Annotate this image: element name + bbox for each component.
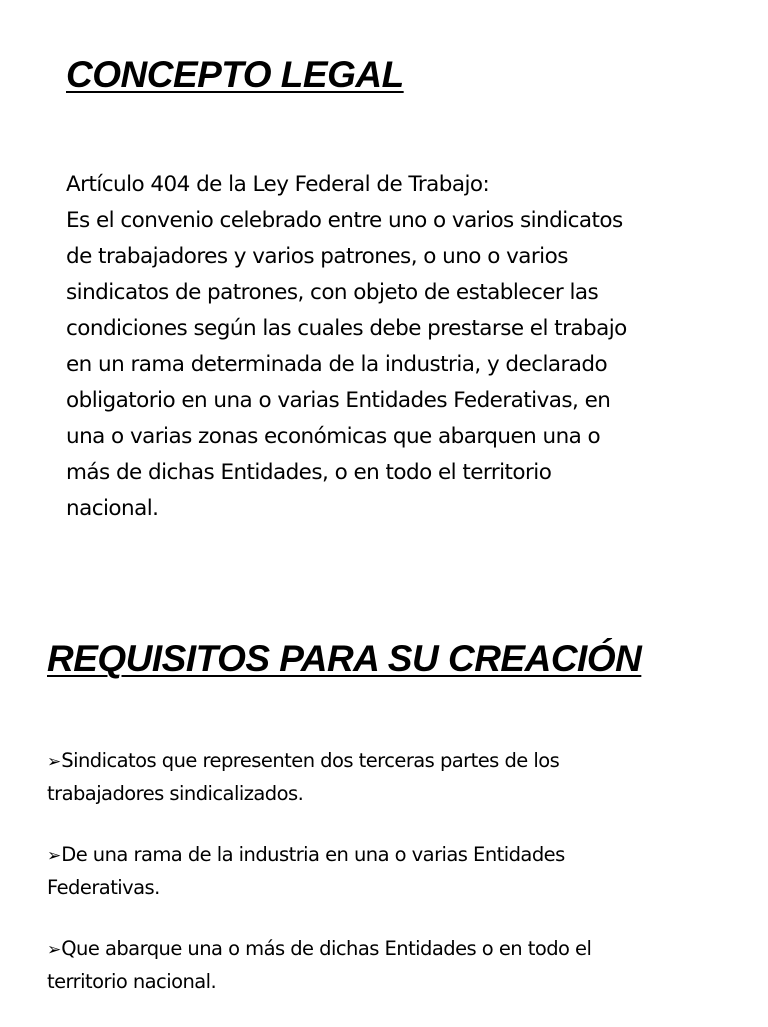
concepto-legal-heading: CONCEPTO LEGAL <box>66 54 404 95</box>
arrow-bullet-icon: ➢ <box>47 940 62 960</box>
list-item <box>47 745 747 809</box>
list-item-text: De una rama de la industria en una o varias Entidades <box>61 843 565 866</box>
list-item-text: Sindicatos que representen dos terceras partes de los <box>61 749 560 772</box>
list-item-text: Que abarque una o más de dichas Entidades o en todo el <box>61 937 592 960</box>
list-item-text: trabajadores sindicalizados. <box>47 782 304 805</box>
list-item <box>47 933 747 997</box>
article-line: en un rama determinada de la industria, y declarado <box>66 352 608 377</box>
article-line: nacional. <box>66 496 159 521</box>
article-line: sindicatos de patrones, con objeto de establecer las <box>66 280 599 305</box>
requirements-list <box>47 745 747 1027</box>
article-line: condiciones según las cuales debe prestarse el trabajo <box>66 316 627 341</box>
article-line: más de dichas Entidades, o en todo el territorio <box>66 460 552 485</box>
article-404-text <box>66 167 746 527</box>
article-line: obligatorio en una o varias Entidades Federativas, en <box>66 388 611 413</box>
arrow-bullet-icon: ➢ <box>47 752 62 772</box>
article-line: Es el convenio celebrado entre uno o varios sindicatos <box>66 208 623 233</box>
article-line: de trabajadores y varios patrones, o uno o varios <box>66 244 568 269</box>
article-line: Artículo 404 de la Ley Federal de Trabajo: <box>66 172 490 197</box>
list-item-text: Federativas. <box>47 876 160 899</box>
article-line: una o varias zonas económicas que abarquen una o <box>66 424 601 449</box>
list-item <box>47 839 747 903</box>
requisitos-heading: REQUISITOS PARA SU CREACIÓN <box>47 638 642 679</box>
list-item-text: territorio nacional. <box>47 970 217 993</box>
arrow-bullet-icon: ➢ <box>47 846 62 866</box>
